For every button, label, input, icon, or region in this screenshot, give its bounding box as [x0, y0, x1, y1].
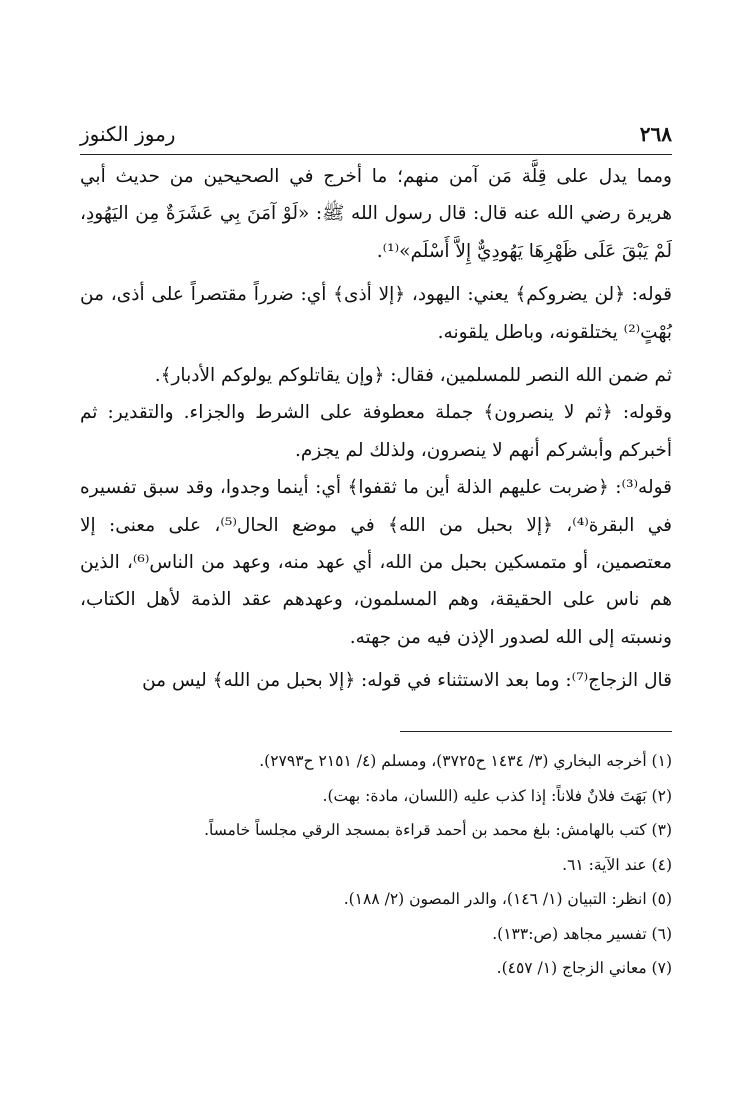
footnote: (٧) معاني الزجاج (١/ ٤٥٧). — [496, 959, 672, 977]
paragraph: ومما يدل على قِلَّة مَن آمن منهم؛ ما أخرج في الصحيحين من حديث أبي هريرة رضي الله عنه قال: قال رسول الله ﷺ: «لَوْ آمَنَ بِي عَشَرَةٌ مِن اليَهُودِ، لَمْ يَبْقَ عَلَى ظَهْرِهَا يَهُودِيٌّ إِلاَّ أَسْلَم»⁽¹⁾. — [80, 166, 672, 262]
footnote: (٤) عند الآية: ٦١. — [562, 855, 672, 874]
paragraph: قوله⁽³⁾: ﴿ضربت عليهم الذلة أين ما ثقفوا﴾ أي: أينما وجدوا، وقد سبق تفسيره في البقرة⁽⁴⁾، ﴿إلا بحبل من الله﴾ في موضع الحال⁽⁵⁾، على معنى: إلا معتصمين، أو متمسكين بحبل من الله، أي عهد منه، وعهد من الناس⁽⁶⁾، الذين هم ناس على الحقيقة، وهم المسلمون، وعهدهم عقد الذمة لأهل الكتاب، ونسبته إلى الله لصدور الإذن فيه من جهته. — [80, 477, 673, 648]
paragraph: وقوله: ﴿ثم لا ينصرون﴾ جملة معطوفة على الشرط والجزاء. والتقدير: ثم أخبركم وأبشركم أنهم لا ينصرون، ولذلك لم يجزم. — [80, 402, 672, 461]
footnote: (٣) كتب بالهامش: بلغ محمد بن أحمد قراءة بمسجد الرقي مجلساً خامساً. — [204, 821, 672, 839]
paragraph: قال الزجاج⁽⁷⁾: وما بعد الاستثناء في قوله: ﴿إلا بحبل من الله﴾ ليس من — [142, 670, 672, 692]
footnote: (٥) انظر: التبيان (١/ ١٤٦)، والدر المصون (٢/ ١٨٨). — [343, 890, 672, 908]
page-number: ٢٦٨ — [639, 122, 672, 146]
paragraph: ثم ضمن الله النصر للمسلمين، فقال: ﴿وإن يقاتلوكم يولوكم الأدبار﴾. — [154, 365, 672, 387]
footnotes — [80, 744, 672, 986]
paragraph: قوله: ﴿لن يضروكم﴾ يعني: اليهود، ﴿إلا أذى﴾ أي: ضرراً مقتصراً على أذى، من بُهْتٍ⁽²⁾ يختلقونه، وباطل يلقونه. — [80, 284, 672, 343]
page-header — [80, 120, 672, 155]
main-text — [80, 158, 672, 700]
footnote-divider — [400, 731, 672, 732]
footnote: (٦) تفسير مجاهد (ص:١٣٣). — [492, 924, 672, 943]
footnote: (٢) بَهَتَ فلانٌ فلاناً: إذا كذب عليه (اللسان، مادة: بهت). — [322, 786, 672, 805]
footnote: (١) أخرجه البخاري (٣/ ١٤٣٤ ح٣٧٢٥)، ومسلم (٤/ ٢١٥١ ح٢٧٩٣). — [259, 752, 672, 770]
running-title: رموز الكنوز — [80, 122, 176, 146]
